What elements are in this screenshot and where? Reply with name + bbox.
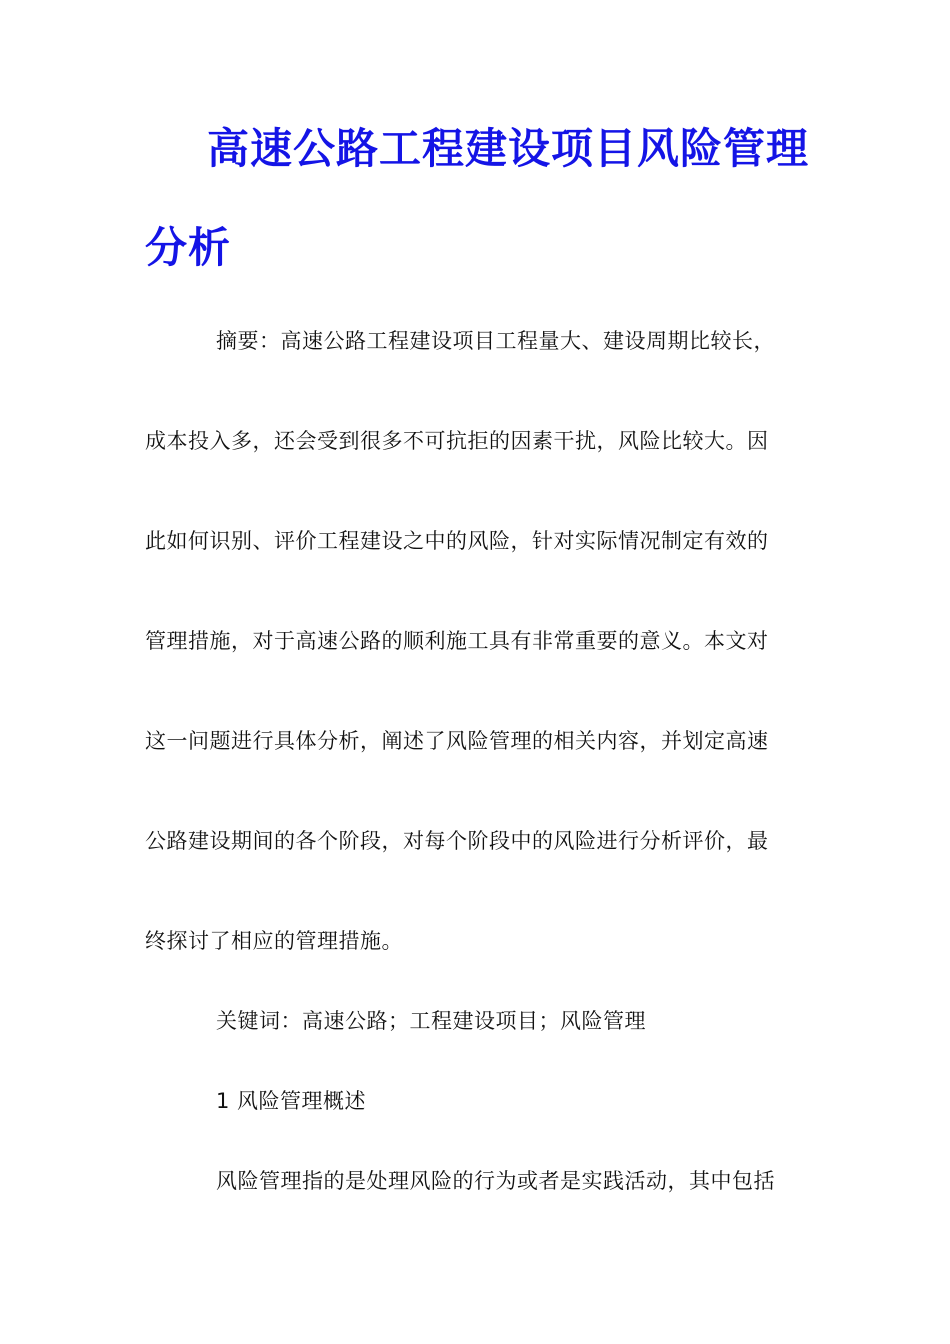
abstract-line-1: 摘要：高速公路工程建设项目工程量大、建设周期比较长， — [216, 329, 775, 353]
document-title-line-2: 分析 — [145, 223, 232, 272]
abstract-line-2: 成本投入多，还会受到很多不可抗拒的因素干扰，风险比较大。因 — [145, 429, 769, 453]
abstract-line-3: 此如何识别、评价工程建设之中的风险，针对实际情况制定有效的 — [145, 529, 769, 553]
section-1-heading: 1 风险管理概述 — [216, 1089, 367, 1113]
abstract-line-4: 管理措施，对于高速公路的顺利施工具有非常重要的意义。本文对 — [145, 629, 769, 653]
section-1-paragraph-line-1: 风险管理指的是处理风险的行为或者是实践活动，其中包括 — [216, 1169, 775, 1193]
abstract-line-7: 终探讨了相应的管理措施。 — [145, 929, 403, 953]
abstract-line-6: 公路建设期间的各个阶段，对每个阶段中的风险进行分析评价，最 — [145, 829, 769, 853]
keywords-line: 关键词：高速公路；工程建设项目；风险管理 — [216, 1009, 646, 1033]
document-title-line-1: 高速公路工程建设项目风险管理 — [207, 124, 810, 173]
abstract-line-5: 这一问题进行具体分析，阐述了风险管理的相关内容，并划定高速 — [145, 729, 769, 753]
